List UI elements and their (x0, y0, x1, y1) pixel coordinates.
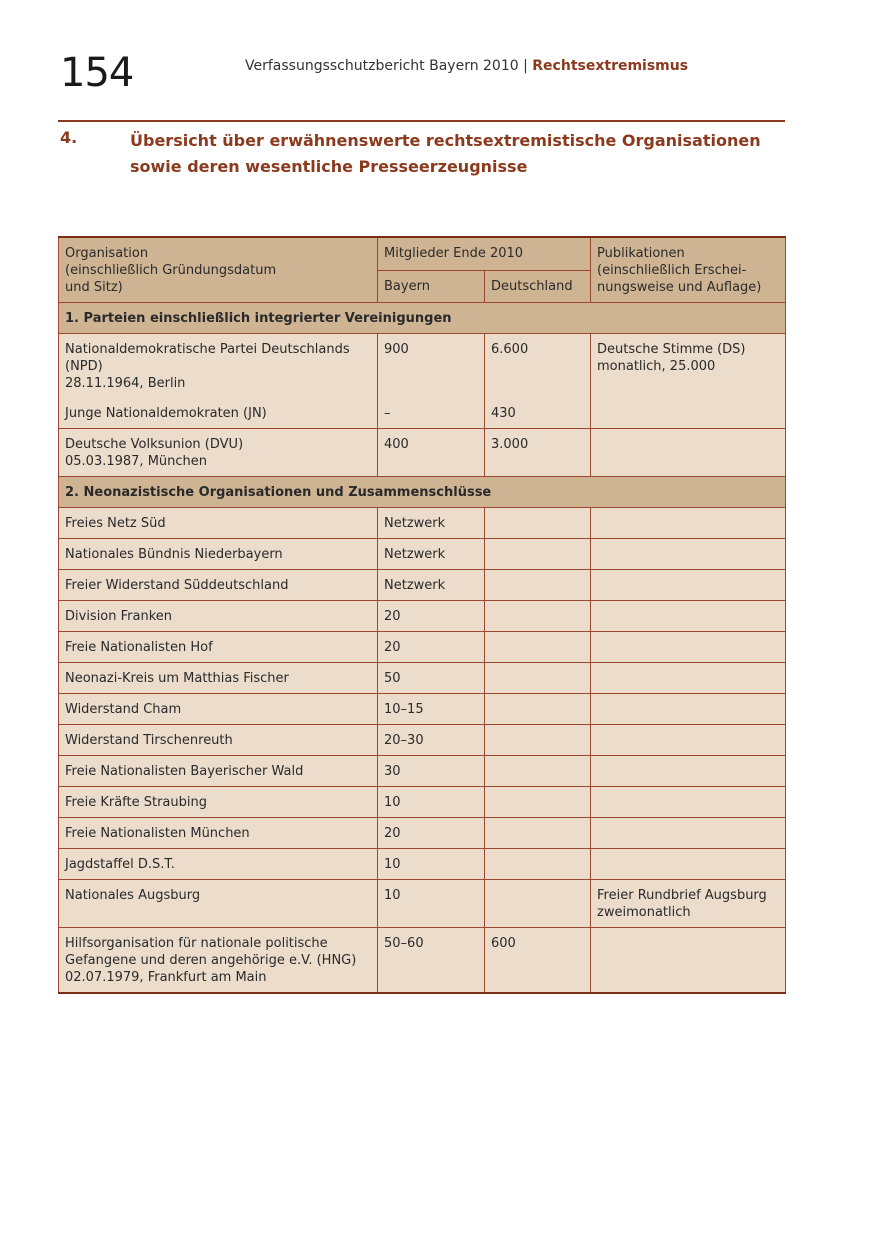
table-row (59, 928, 786, 994)
header-rule (58, 120, 785, 122)
header-deutschland: Deutschland (485, 270, 591, 303)
members-deutschland (485, 880, 591, 928)
org-name: Freie Kräfte Straubing (59, 787, 378, 818)
table-row (59, 539, 786, 570)
section-title-line: Übersicht über erwähnenswerte rechtsextremistische Organisationen (130, 131, 761, 150)
publication (591, 429, 786, 477)
publication (591, 818, 786, 849)
members-deutschland (485, 725, 591, 756)
members-deutschland (485, 787, 591, 818)
header-members: Mitglieder Ende 2010 (378, 237, 591, 270)
members-deutschland (485, 694, 591, 725)
publication (591, 508, 786, 539)
members-bayern: 50–60 (378, 928, 485, 994)
table-row (59, 334, 786, 399)
members-deutschland (485, 849, 591, 880)
publication (591, 694, 786, 725)
group-heading-neonazi: 2. Neonazistische Organisationen und Zusammenschlüsse (59, 477, 786, 508)
table-row (59, 849, 786, 880)
org-name: Widerstand Tirschenreuth (59, 725, 378, 756)
publication (591, 787, 786, 818)
members-deutschland: 600 (485, 928, 591, 994)
publication (591, 663, 786, 694)
section-title (130, 128, 780, 180)
publication: Deutsche Stimme (DS) monatlich, 25.000 (591, 334, 786, 429)
org-name: Neonazi-Kreis um Matthias Fischer (59, 663, 378, 694)
publication (591, 849, 786, 880)
members-bayern: 900 (378, 334, 485, 399)
org-name: Nationales Augsburg (59, 880, 378, 928)
publication (591, 756, 786, 787)
org-name: Freies Netz Süd (59, 508, 378, 539)
members-deutschland (485, 632, 591, 663)
running-header (245, 58, 688, 74)
org-name: Jagdstaffel D.S.T. (59, 849, 378, 880)
publication: Freier Rundbrief Augsburg zweimonatlich (591, 880, 786, 928)
org-name: Freie Nationalisten Hof (59, 632, 378, 663)
group-heading-row (59, 477, 786, 508)
header-publications: Publikationen (einschließlich Erschei- nungsweise und Auflage) (591, 237, 786, 303)
group-heading-row (59, 303, 786, 334)
members-deutschland (485, 508, 591, 539)
members-bayern: Netzwerk (378, 508, 485, 539)
publication (591, 725, 786, 756)
header-bayern: Bayern (378, 270, 485, 303)
members-deutschland: 430 (485, 398, 591, 429)
org-name: Freier Widerstand Süddeutschland (59, 570, 378, 601)
publication (591, 928, 786, 994)
members-deutschland (485, 818, 591, 849)
publication (591, 601, 786, 632)
header-organisation: Organisation (einschließlich Gründungsdatum und Sitz) (59, 237, 378, 303)
report-title: Verfassungsschutzbericht Bayern 2010 (245, 58, 519, 74)
page-number: 154 (60, 50, 134, 96)
table-row (59, 725, 786, 756)
group-heading-parties: 1. Parteien einschließlich integrierter Vereinigungen (59, 303, 786, 334)
members-deutschland (485, 539, 591, 570)
table-row (59, 694, 786, 725)
members-bayern: 10 (378, 849, 485, 880)
publication (591, 570, 786, 601)
members-deutschland (485, 756, 591, 787)
header-separator: | (523, 58, 528, 74)
members-deutschland (485, 570, 591, 601)
table-row (59, 880, 786, 928)
members-bayern: 10–15 (378, 694, 485, 725)
table-header-row (59, 237, 786, 270)
organisations-table (58, 236, 786, 994)
members-bayern: 20 (378, 601, 485, 632)
org-name: Junge Nationaldemokraten (JN) (59, 398, 378, 429)
table-row (59, 508, 786, 539)
members-deutschland (485, 601, 591, 632)
members-deutschland: 3.000 (485, 429, 591, 477)
table-row (59, 601, 786, 632)
members-bayern: 20–30 (378, 725, 485, 756)
members-bayern: 20 (378, 818, 485, 849)
table-row (59, 756, 786, 787)
table-row (59, 818, 786, 849)
members-bayern: 50 (378, 663, 485, 694)
section-title-line: sowie deren wesentliche Presseerzeugnisse (130, 157, 528, 176)
section-number: 4. (60, 128, 78, 147)
members-deutschland (485, 663, 591, 694)
org-name: Division Franken (59, 601, 378, 632)
org-name: Hilfsorganisation für nationale politische Gefangene und deren angehörige e.V. (HNG) 02.07.1979, Frankfurt am Main (59, 928, 378, 994)
members-bayern: 20 (378, 632, 485, 663)
table-row (59, 632, 786, 663)
members-bayern: 400 (378, 429, 485, 477)
publication (591, 539, 786, 570)
org-name: Nationaldemokratische Partei Deutschlands (NPD) 28.11.1964, Berlin (59, 334, 378, 399)
org-name: Deutsche Volksunion (DVU) 05.03.1987, München (59, 429, 378, 477)
members-bayern: 30 (378, 756, 485, 787)
members-deutschland: 6.600 (485, 334, 591, 399)
members-bayern: – (378, 398, 485, 429)
table-row (59, 570, 786, 601)
org-name: Nationales Bündnis Niederbayern (59, 539, 378, 570)
table-row (59, 663, 786, 694)
members-bayern: 10 (378, 880, 485, 928)
header-topic: Rechtsextremismus (532, 58, 689, 74)
org-name: Freie Nationalisten München (59, 818, 378, 849)
table-row (59, 429, 786, 477)
members-bayern: Netzwerk (378, 539, 485, 570)
table-row (59, 787, 786, 818)
members-bayern: Netzwerk (378, 570, 485, 601)
org-name: Freie Nationalisten Bayerischer Wald (59, 756, 378, 787)
members-bayern: 10 (378, 787, 485, 818)
publication (591, 632, 786, 663)
org-name: Widerstand Cham (59, 694, 378, 725)
